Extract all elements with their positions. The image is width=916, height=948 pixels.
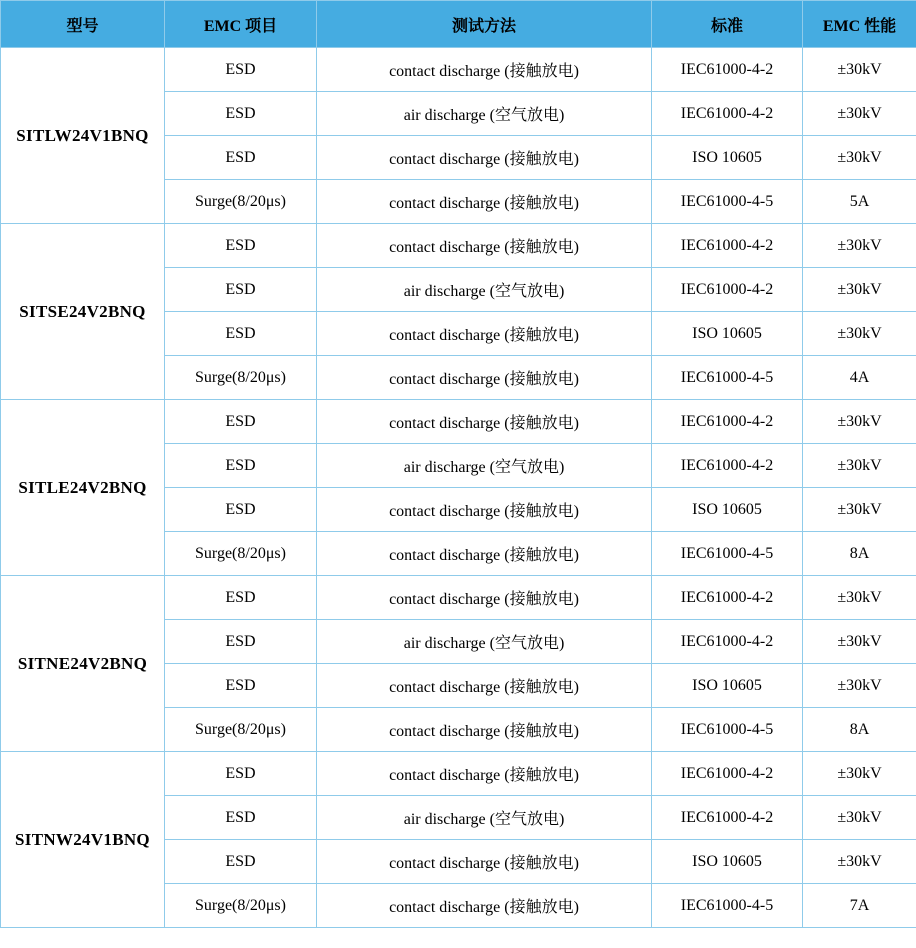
standard-cell: IEC61000-4-5 [652,532,803,576]
test-method-cell: contact discharge (接触放电) [317,180,652,224]
model-cell: SITSE24V2BNQ [1,224,165,400]
col-header-emc-item: EMC 项目 [165,1,317,48]
test-method-cell: contact discharge (接触放电) [317,576,652,620]
test-method-cell: contact discharge (接触放电) [317,224,652,268]
emc-item-cell: ESD [165,136,317,180]
emc-performance-cell: ±30kV [803,92,916,136]
standard-cell: IEC61000-4-5 [652,180,803,224]
standard-cell: IEC61000-4-2 [652,752,803,796]
standard-cell: IEC61000-4-2 [652,576,803,620]
emc-item-cell: Surge(8/20μs) [165,532,317,576]
standard-cell: IEC61000-4-2 [652,444,803,488]
table-row [1,48,916,92]
test-method-cell: contact discharge (接触放电) [317,884,652,928]
emc-performance-cell: 7A [803,884,916,928]
emc-performance-cell: 5A [803,180,916,224]
emc-performance-cell: 8A [803,708,916,752]
standard-cell: IEC61000-4-2 [652,620,803,664]
emc-item-cell: ESD [165,664,317,708]
model-cell: SITLW24V1BNQ [1,48,165,224]
test-method-cell: contact discharge (接触放电) [317,356,652,400]
emc-performance-cell: ±30kV [803,488,916,532]
emc-item-cell: ESD [165,488,317,532]
standard-cell: IEC61000-4-2 [652,224,803,268]
emc-performance-cell: ±30kV [803,796,916,840]
test-method-cell: contact discharge (接触放电) [317,488,652,532]
emc-performance-cell: ±30kV [803,620,916,664]
standard-cell: IEC61000-4-5 [652,708,803,752]
emc-item-cell: ESD [165,840,317,884]
emc-performance-cell: ±30kV [803,268,916,312]
test-method-cell: air discharge (空气放电) [317,268,652,312]
standard-cell: ISO 10605 [652,312,803,356]
emc-item-cell: ESD [165,752,317,796]
standard-cell: IEC61000-4-5 [652,356,803,400]
col-header-standard: 标准 [652,1,803,48]
col-header-emc-performance: EMC 性能 [803,1,916,48]
emc-item-cell: ESD [165,796,317,840]
table-row [1,576,916,620]
header-row [1,1,916,48]
model-cell: SITNW24V1BNQ [1,752,165,928]
test-method-cell: contact discharge (接触放电) [317,532,652,576]
emc-performance-cell: ±30kV [803,576,916,620]
emc-performance-cell: ±30kV [803,136,916,180]
emc-performance-cell: ±30kV [803,840,916,884]
emc-performance-cell: ±30kV [803,312,916,356]
emc-performance-cell: ±30kV [803,400,916,444]
test-method-cell: air discharge (空气放电) [317,92,652,136]
standard-cell: ISO 10605 [652,488,803,532]
emc-performance-cell: ±30kV [803,752,916,796]
test-method-cell: contact discharge (接触放电) [317,840,652,884]
test-method-cell: contact discharge (接触放电) [317,752,652,796]
test-method-cell: contact discharge (接触放电) [317,312,652,356]
test-method-cell: air discharge (空气放电) [317,444,652,488]
emc-performance-cell: 4A [803,356,916,400]
col-header-test-method: 测试方法 [317,1,652,48]
standard-cell: IEC61000-4-2 [652,796,803,840]
test-method-cell: contact discharge (接触放电) [317,664,652,708]
table-row [1,224,916,268]
emc-item-cell: ESD [165,576,317,620]
standard-cell: IEC61000-4-5 [652,884,803,928]
emc-performance-cell: ±30kV [803,224,916,268]
emc-item-cell: ESD [165,400,317,444]
emc-performance-cell: 8A [803,532,916,576]
table-row [1,752,916,796]
test-method-cell: air discharge (空气放电) [317,796,652,840]
model-cell: SITNE24V2BNQ [1,576,165,752]
emc-item-cell: ESD [165,444,317,488]
emc-item-cell: ESD [165,312,317,356]
col-header-model: 型号 [1,1,165,48]
standard-cell: IEC61000-4-2 [652,92,803,136]
emc-item-cell: Surge(8/20μs) [165,884,317,928]
emc-item-cell: Surge(8/20μs) [165,356,317,400]
standard-cell: ISO 10605 [652,136,803,180]
emc-item-cell: Surge(8/20μs) [165,708,317,752]
model-cell: SITLE24V2BNQ [1,400,165,576]
emc-performance-cell: ±30kV [803,444,916,488]
emc-item-cell: Surge(8/20μs) [165,180,317,224]
test-method-cell: contact discharge (接触放电) [317,400,652,444]
standard-cell: IEC61000-4-2 [652,48,803,92]
emc-item-cell: ESD [165,92,317,136]
emc-item-cell: ESD [165,48,317,92]
emc-performance-cell: ±30kV [803,48,916,92]
emc-item-cell: ESD [165,268,317,312]
table-row [1,400,916,444]
standard-cell: IEC61000-4-2 [652,268,803,312]
test-method-cell: air discharge (空气放电) [317,620,652,664]
test-method-cell: contact discharge (接触放电) [317,48,652,92]
test-method-cell: contact discharge (接触放电) [317,136,652,180]
test-method-cell: contact discharge (接触放电) [317,708,652,752]
emc-item-cell: ESD [165,620,317,664]
standard-cell: ISO 10605 [652,664,803,708]
emc-item-cell: ESD [165,224,317,268]
standard-cell: ISO 10605 [652,840,803,884]
standard-cell: IEC61000-4-2 [652,400,803,444]
emc-performance-cell: ±30kV [803,664,916,708]
